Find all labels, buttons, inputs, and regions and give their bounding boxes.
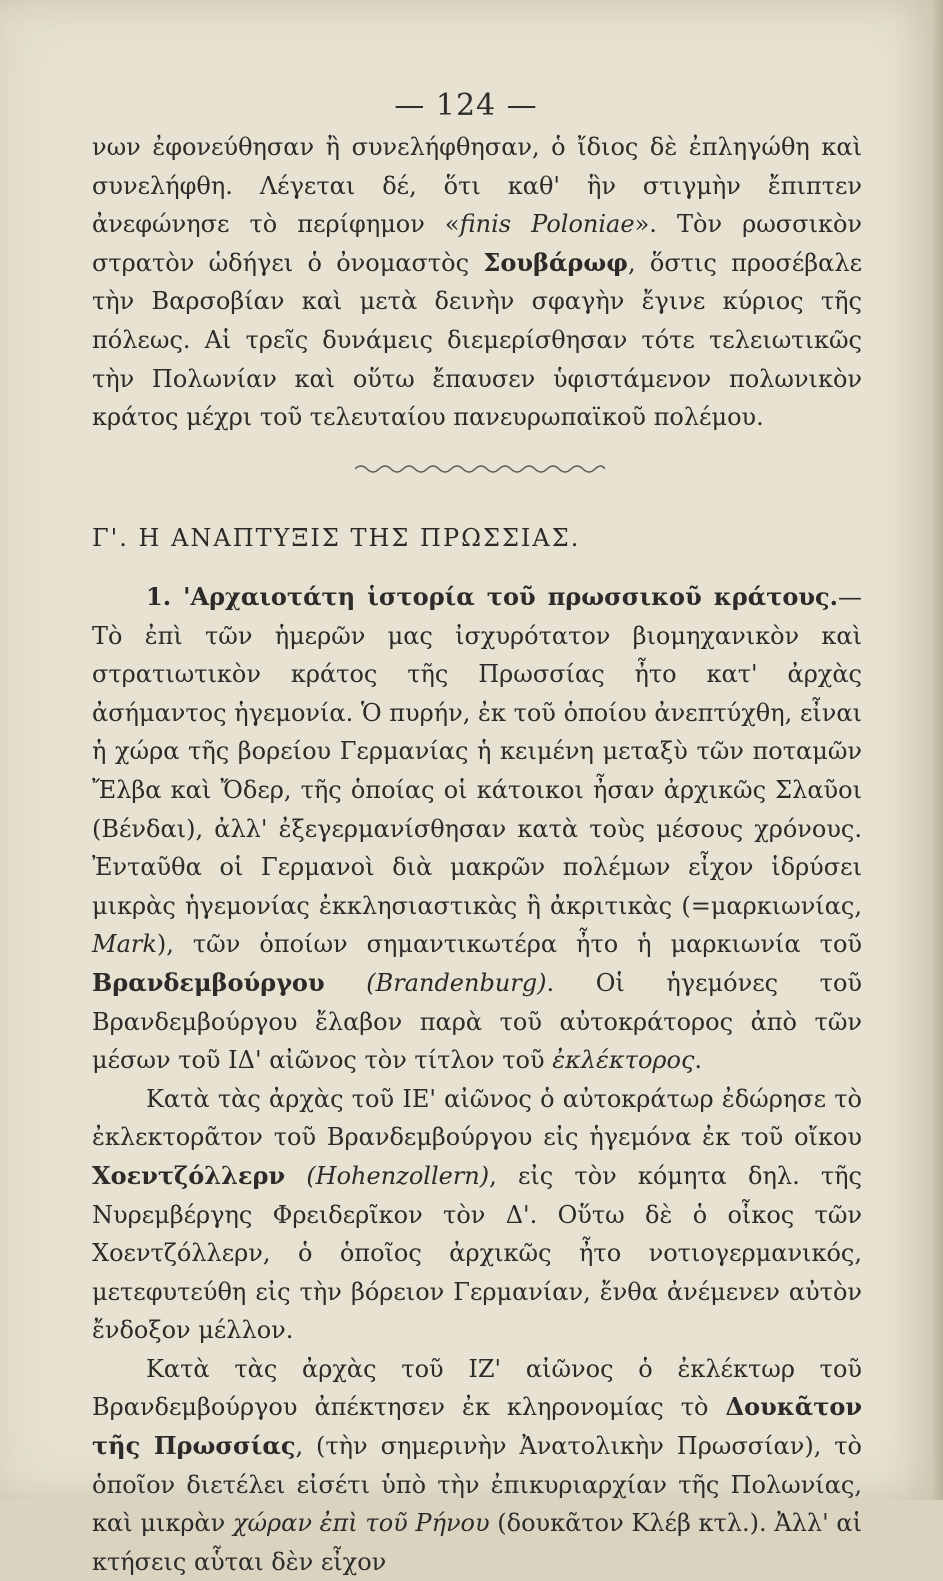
section-heading: Γ'. Η ΑΝΑΠΤΥΞΙΣ ΤΗΣ ΠΡΩΣΣΙΑΣ. bbox=[92, 524, 581, 552]
s1-brandenburg-greek: Βρανδεμβούργου bbox=[92, 967, 325, 997]
s1-text-d: . bbox=[694, 1046, 703, 1075]
s1-mark: Mark bbox=[92, 930, 157, 959]
subsection-1 bbox=[92, 578, 862, 1581]
p1-text-b: ». Τὸν ρωσσικὸν στρατὸν ὡδήγει ὁ ὀνομαστὸς bbox=[92, 210, 863, 277]
p1-latin: finis Poloniae bbox=[459, 210, 635, 239]
p4-text-a: Κατὰ τὰς ἀρχὰς τοῦ ΙΖ' αἰῶνος ὁ ἐκλέκτωρ τοῦ Βρανδεμβούργου ἀπέκτησεν ἐκ κληρονομίας τὸ bbox=[92, 1354, 862, 1422]
subsection-title: 1. 'Αρχαιοτάτη ἱστορία τοῦ πρωσσικοῦ κράτους. bbox=[146, 582, 838, 611]
p3-hohenzollern-greek: Χοεντζόλλερν bbox=[92, 1160, 286, 1190]
p4-text-c: (δουκᾶτον Κλέβ κτλ.). Ἀλλ' αἱ κτήσεις αὗται δὲν εἶχον bbox=[92, 1509, 862, 1576]
p1-text-a: νων ἐφονεύθησαν ἢ συνελήφθησαν, ὁ ἴδιος δὲ ἐπληγώθη καὶ συνελήφθη. Λέγεται δέ, ὅτι καθ' ἣν στιγμὴν ἔπιπτεν ἀνεφώνησε τὸ περίφημον « bbox=[92, 133, 862, 239]
paragraph-4 bbox=[92, 1350, 862, 1581]
s1-text-b: ), τῶν ὁποίων σημαντικωτέρα ἦτο ἡ μαρκιωνία τοῦ bbox=[156, 930, 862, 959]
p1-text-c: , ὅστις προσέβαλε τὴν Βαρσοβίαν καὶ μετὰ δεινὴν σφαγὴν ἔγινε κύριος τῆς πόλεως. Αἱ τρεῖς δυνάμεις διεμερίσθησαν τότε τελειωτικῶς τὴν Πολωνίαν καὶ οὕτω ἔπαυσεν ὑφιστάμενον πολωνικὸν κράτος μέχρι τοῦ τελευταίου πανευρωπαϊκοῦ πολέμου. bbox=[92, 248, 862, 432]
paragraph-1-text bbox=[92, 128, 862, 437]
paragraph-1 bbox=[92, 128, 862, 437]
s1-text-c: . Οἱ ἡγεμόνες τοῦ Βρανδεμβούργου ἔλαβον παρὰ τοῦ αὐτοκράτορος ἀπὸ τῶν μέσων τοῦ ΙΔ' αἰῶνος τὸν τίτλον τοῦ bbox=[92, 968, 862, 1075]
paragraph-3 bbox=[92, 1080, 862, 1350]
page-edge bbox=[932, 0, 943, 1500]
wavy-separator bbox=[355, 462, 605, 476]
p4-text-b: , (τὴν σημερινὴν Ἀνατολικὴν Πρωσσίαν), τὸ ὁποῖον διετέλει εἰσέτι ὑπὸ τὴν ἐπικυριαρχίαν τῆς Πολωνίας, καὶ μικρὰν bbox=[92, 1432, 863, 1538]
subsection-1-text bbox=[92, 578, 862, 1080]
p3-hohenzollern-latin: (Hohenzollern) bbox=[306, 1161, 490, 1190]
p4-duchy: Δουκᾶτον τῆς Πρωσσίας bbox=[92, 1392, 862, 1461]
p1-name-suvorov: Σουβάρωφ bbox=[483, 247, 628, 277]
p4-lands: χώραν ἐπὶ τοῦ Ρήνου bbox=[232, 1509, 490, 1538]
page-number: — 124 — bbox=[394, 88, 538, 123]
p3-text-b: , εἰς τὸν κόμητα δηλ. τῆς Νυρεμβέργης Φρειδερῖκον τὸν Δ'. Οὕτω δὲ ὁ οἶκος τῶν Χοεντζόλλερν, ὁ ὁποῖος ἀρχικῶς ἦτο νοτιογερμανικός, μετεφυτεύθη εἰς τὴν βόρειον Γερμανίαν, ἔνθα ἀνέμενεν αὐτὸν ἔνδοξον μέλλον. bbox=[92, 1161, 862, 1345]
s1-elector: ἐκλέκτορος bbox=[552, 1046, 695, 1075]
s1-text-a: —Τὸ ἐπὶ τῶν ἡμερῶν μας ἰσχυρότατον βιομηχανικὸν καὶ στρατιωτικὸν κράτος τῆς Πρωσσίας ἦτο κατ' ἀρχὰς ἀσήμαντος ἡγεμονία. Ὁ πυρήν, ἐκ τοῦ ὁποίου ἀνεπτύχθη, εἶναι ἡ χώρα τῆς βορείου Γερμανίας ἡ κειμένη μεταξὺ τῶν ποταμῶν Ἔλβα καὶ Ὄδερ, τῆς ὁποίας οἱ κάτοικοι ἦσαν ἀρχικῶς Σλαῦοι (Βένδαι), ἀλλ' ἐξεγερμανίσθησαν κατὰ τοὺς μέσους χρόνους. Ἐνταῦθα οἱ Γερμανοὶ διὰ μακρῶν πολέμων εἶχον ἱδρύσει μικρὰς ἡγεμονίας ἐκκλησιαστικὰς ἢ ἀκριτικὰς (=μαρκιωνίας, bbox=[92, 583, 862, 920]
p3-text-a: Κατὰ τὰς ἀρχὰς τοῦ ΙΕ' αἰῶνος ὁ αὐτοκράτωρ ἐδώρησε τὸ ἐκλεκτορᾶτον τοῦ Βρανδεμβούργου εἰς ἡγεμόνα ἐκ τοῦ οἴκου bbox=[92, 1084, 862, 1152]
s1-brandenburg-latin: (Brandenburg) bbox=[366, 968, 547, 997]
